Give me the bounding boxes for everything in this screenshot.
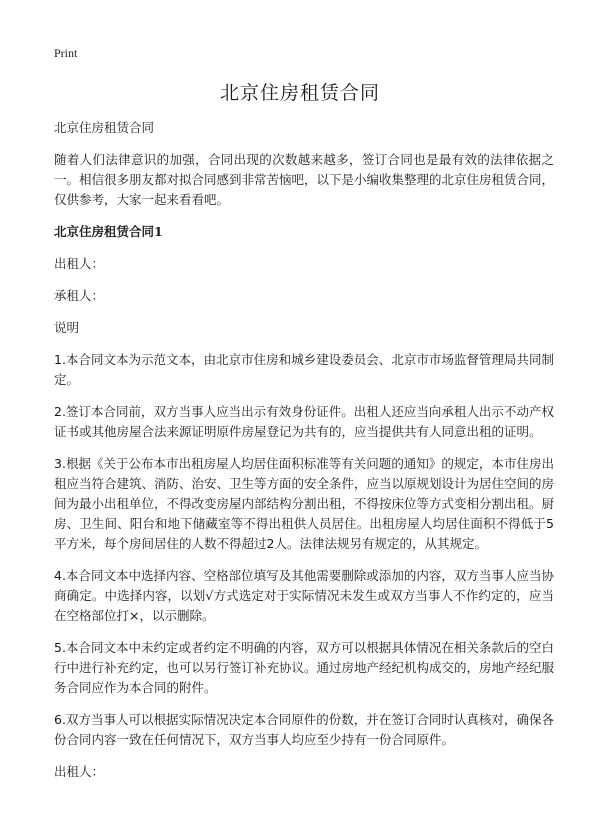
document-body <box>54 118 554 794</box>
explanation-item-6: 6.双方当事人可以根据实际情况决定本合同原件的份数，并在签订合同时认真核对，确保各份合同内容一致在任何情况下，双方当事人均应至少持有一份合同原件。 <box>54 712 554 747</box>
section-heading: 北京住房租赁合同1 <box>54 224 163 239</box>
page-title: 北京住房租赁合同 <box>219 82 380 104</box>
print-link[interactable]: Print <box>54 46 78 60</box>
explanation-item-1: 1.本合同文本为示范文本，由北京市住房和城乡建设委员会、北京市市场监督管理局共同制定。 <box>54 352 554 387</box>
lessor-label-2: 出租人： <box>54 764 105 779</box>
explanation-item-5: 5.本合同文本中未约定或者约定不明确的内容，双方可以根据具体情况在相关条款后的空白行中进行补充约定，也可以另行签订补充协议。通过房地产经纪机构成交的，房地产经纪服务合同应作为本合同的附件。 <box>54 640 555 695</box>
subtitle: 北京住房租赁合同 <box>54 120 155 135</box>
explanation-item-4: 4.本合同文本中选择内容、空格部位填写及其他需要删除或添加的内容，双方当事人应当协商确定。中选择内容，以划√方式选定对于实际情况未发生或双方当事人不作约定的，应当在空格部位打×，以示删除。 <box>54 568 554 623</box>
explanation-item-2: 2.签订本合同前，双方当事人应当出示有效身份证件。出租人还应当向承租人出示不动产权证书或其他房屋合法来源证明原件房屋登记为共有的，应当提供共有人同意出租的证明。 <box>54 404 554 439</box>
intro-paragraph: 随着人们法律意识的加强，合同出现的次数越来越多，签订合同也是最有效的法律依据之一。相信很多朋友都对拟合同感到非常苦恼吧，以下是小编收集整理的北京住房租赁合同，仅供参考，大家一起来看看吧。 <box>54 152 555 207</box>
lessor-label: 出租人： <box>54 256 105 271</box>
lessee-label: 承租人： <box>54 288 105 303</box>
explanation-item-3: 3.根据《关于公布本市出租房屋人均居住面积标准等有关问题的通知》的规定，本市住房出租应当符合建筑、消防、治安、卫生等方面的安全条件，应当以原规划设计为居住空间的房间为最小出租单位，不得改变房屋内部结构分割出租，不得按床位等方式变相分割出租。厨房、卫生间、阳台和地下储藏室等不得出租供人员居住。出租房屋人均居住面积不得低于5平方米，每个房间居住的人数不得超过2人。法律法规另有规定的，从其规定。 <box>54 456 555 551</box>
explanation-label: 说明 <box>54 320 80 335</box>
